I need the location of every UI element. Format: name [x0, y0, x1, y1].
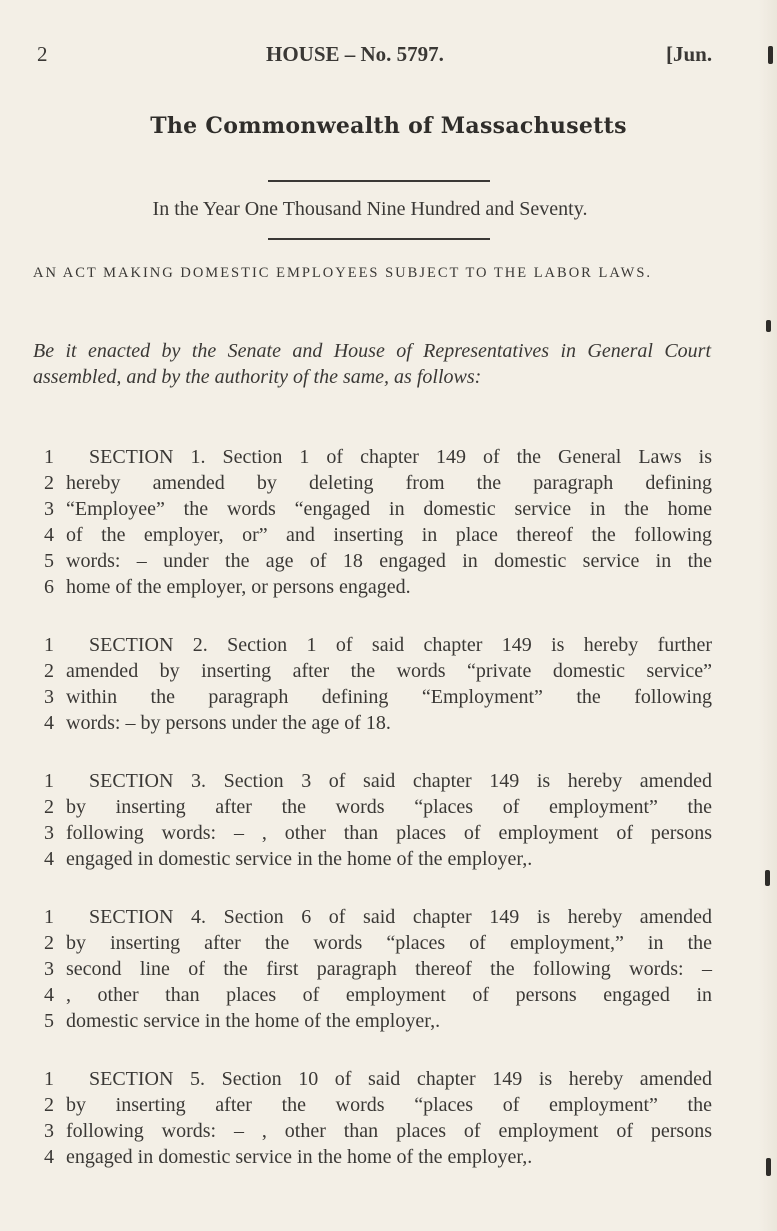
- section-5: [0, 1068, 777, 1172]
- section-line: [0, 524, 777, 550]
- section-line: [0, 1146, 777, 1172]
- line-number: 4: [44, 524, 54, 546]
- line-text: within the paragraph defining “Employment” the following: [66, 686, 712, 708]
- line-number: 1: [44, 1068, 54, 1090]
- page-edge: [759, 0, 777, 1231]
- section-line: [0, 576, 777, 602]
- divider: [268, 238, 490, 240]
- line-text: engaged in domestic service in the home of the employer,.: [66, 848, 533, 870]
- section-line: [0, 686, 777, 712]
- section-line: [0, 550, 777, 576]
- line-number: 2: [44, 472, 54, 494]
- line-text: SECTION 3. Section 3 of said chapter 149 is hereby amended: [89, 770, 712, 792]
- line-text: by inserting after the words “places of employment” the: [66, 1094, 712, 1116]
- line-number: 1: [44, 634, 54, 656]
- line-number: 4: [44, 848, 54, 870]
- line-text: of the employer, or” and inserting in place thereof the following: [66, 524, 712, 546]
- line-text: words: – under the age of 18 engaged in domestic service in the: [66, 550, 712, 572]
- section-line: [0, 958, 777, 984]
- line-number: 4: [44, 712, 54, 734]
- line-number: 5: [44, 550, 54, 572]
- line-number: 3: [44, 498, 54, 520]
- section-line: [0, 1120, 777, 1146]
- line-text: second line of the first paragraph thereof the following words: –: [66, 958, 712, 980]
- line-number: 4: [44, 984, 54, 1006]
- line-text: domestic service in the home of the employer,.: [66, 1010, 441, 1032]
- page-header: [0, 42, 777, 72]
- section-line: [0, 472, 777, 498]
- section-3: [0, 770, 777, 874]
- line-number: 6: [44, 576, 54, 598]
- section-line: [0, 822, 777, 848]
- year-line: In the Year One Thousand Nine Hundred and Seventy.: [152, 198, 588, 220]
- line-number: 1: [44, 770, 54, 792]
- section-line: [0, 770, 777, 796]
- section-2: [0, 634, 777, 738]
- line-text: hereby amended by deleting from the paragraph defining: [66, 472, 712, 494]
- line-text: words: – by persons under the age of 18.: [66, 712, 391, 734]
- line-text: , other than places of employment of persons engaged in: [66, 984, 712, 1006]
- act-title: AN ACT MAKING DOMESTIC EMPLOYEES SUBJECT TO THE LABOR LAWS.: [33, 265, 653, 281]
- section-line: [0, 984, 777, 1010]
- enacting-clause: Be it enacted by the Senate and House of Representatives in General Court assembled, and by the authority of the same, as follows:: [33, 340, 711, 388]
- section-line: [0, 906, 777, 932]
- line-text: SECTION 5. Section 10 of said chapter 149 is hereby amended: [89, 1068, 712, 1090]
- line-number: 3: [44, 686, 54, 708]
- line-number: 1: [44, 446, 54, 468]
- section-4: [0, 906, 777, 1036]
- line-text: by inserting after the words “places of employment” the: [66, 796, 712, 818]
- month-label: [Jun.: [666, 42, 713, 66]
- section-line: [0, 712, 777, 738]
- section-line: [0, 446, 777, 472]
- line-text: “Employee” the words “engaged in domestic service in the home: [66, 498, 712, 520]
- divider: [268, 180, 490, 182]
- section-line: [0, 1094, 777, 1120]
- line-text: SECTION 2. Section 1 of said chapter 149 is hereby further: [89, 634, 712, 656]
- line-number: 1: [44, 906, 54, 928]
- section-line: [0, 848, 777, 874]
- line-number: 2: [44, 1094, 54, 1116]
- section-1: [0, 446, 777, 602]
- commonwealth-heading: The Commonwealth of Massachusetts: [150, 113, 627, 139]
- line-text: amended by inserting after the words “private domestic service”: [66, 660, 712, 682]
- line-number: 3: [44, 958, 54, 980]
- margin-mark: [766, 320, 771, 332]
- line-number: 5: [44, 1010, 54, 1032]
- section-line: [0, 1068, 777, 1094]
- line-number: 3: [44, 822, 54, 844]
- line-text: home of the employer, or persons engaged.: [66, 576, 411, 598]
- line-number: 2: [44, 660, 54, 682]
- line-number: 2: [44, 796, 54, 818]
- section-line: [0, 1010, 777, 1036]
- section-line: [0, 932, 777, 958]
- page-number: 2: [37, 42, 48, 66]
- line-text: by inserting after the words “places of employment,” in the: [66, 932, 712, 954]
- line-text: engaged in domestic service in the home of the employer,.: [66, 1146, 533, 1168]
- line-number: 4: [44, 1146, 54, 1168]
- section-line: [0, 796, 777, 822]
- line-number: 2: [44, 932, 54, 954]
- line-text: following words: – , other than places of employment of persons: [66, 1120, 712, 1142]
- line-number: 3: [44, 1120, 54, 1142]
- line-text: SECTION 1. Section 1 of chapter 149 of the General Laws is: [89, 446, 712, 468]
- bill-number: HOUSE – No. 5797.: [266, 42, 444, 66]
- section-line: [0, 634, 777, 660]
- line-text: following words: – , other than places of employment of persons: [66, 822, 712, 844]
- line-text: SECTION 4. Section 6 of said chapter 149 is hereby amended: [89, 906, 712, 928]
- section-line: [0, 498, 777, 524]
- section-line: [0, 660, 777, 686]
